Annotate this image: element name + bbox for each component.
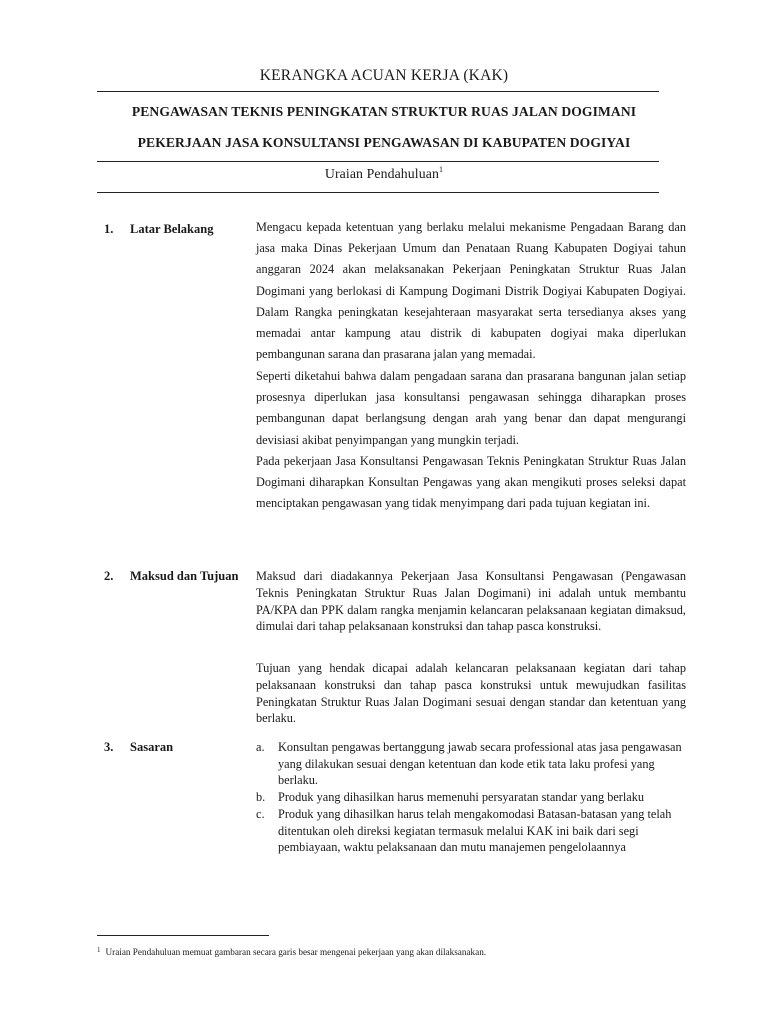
list-marker: b. xyxy=(256,790,266,805)
paragraph: Mengacu kepada ketentuan yang berlaku melalui mekanisme Pengadaan Barang dan jasa maka Dinas Pekerjaan Umum dan Penataan Ruang Kabupaten Dogiyai tahun anggaran 2024 akan melaksanakan Pekerjaan Peningkatan Struktur Ruas Jalan Dogimani yang berlokasi di Kampung Dogimani Distrik Dogiyai Kabupaten Dogiyai. Dalam Rangka peningkatan kesejahteraan masyarakat serta tersedianya akses yang memadai antar kampung atau distrik di kabupaten dogiyai maka diperlukan pembangunan sarana dan prasarana jalan yang memadai. xyxy=(256,220,686,362)
paragraph: Pada pekerjaan Jasa Konsultansi Pengawasan Teknis Peningkatan Struktur Ruas Jalan Dogimani diharapkan Konsultan Pengawas yang akan mengikuti proses seleksi dapat menciptakan pengawasan yang tidak menyimpang dari pada tujuan kegiatan ini. xyxy=(256,454,686,511)
footnote-marker: 1 xyxy=(97,946,101,954)
document-subtitle-2: PEKERJAAN JASA KONSULTANSI PENGAWASAN DI KABUPATEN DOGIYAI xyxy=(137,135,631,150)
document-title: KERANGKA ACUAN KERJA (KAK) xyxy=(259,67,509,84)
paragraph: Maksud dari diadakannya Pekerjaan Jasa Konsultansi Pengawasan (Pengawasan Teknis Peningkatan Struktur Ruas Jalan Dogimani) ini adalah untuk membantu PA/KPA dan PPK dalam rangka menjamin kelancaran pelaksanaan kegiatan dimaksud, dimulai dari tahap pelaksanaan konstruksi dan tahap pasca konstruksi. xyxy=(256,569,686,634)
subtitle-rule xyxy=(97,161,659,162)
section-heading-text: Uraian Pendahuluan xyxy=(324,166,439,181)
section-label: Sasaran xyxy=(130,740,174,754)
paragraph: Seperti diketahui bahwa dalam pengadaan sarana dan prasarana bangunan jalan setiap prosesnya diperlukan jasa konsultansi pengawasan sehingga diharapkan proses pembangunan dapat berlangsung dengan arah yang benar dan dapat mengurangi devisiasi akibat penyimpangan yang mungkin terjadi. xyxy=(256,369,686,447)
section-heading xyxy=(0,165,768,182)
objectives-list xyxy=(256,739,691,856)
list-item-text: Produk yang dihasilkan harus telah mengakomodasi Batasan-batasan yang telah ditentukan oleh direksi kegiatan termasuk melalui KAK ini baik dari segi pembiayaan, waktu pelaksanaan dan mutu manajemen pengelolaannya xyxy=(278,806,672,855)
list-item-text: Konsultan pengawas bertanggung jawab secara professional atas jasa pengawasan yang dilakukan sesuai dengan ketentuan dan kode etik tata laku profesi yang berlaku. xyxy=(278,740,682,788)
footnote-rule xyxy=(97,935,269,936)
section-label: Maksud dan Tujuan xyxy=(130,569,239,583)
list-item xyxy=(256,806,691,856)
footnote-text: Uraian Pendahuluan memuat gambaran secara garis besar mengenai pekerjaan yang akan dilaksanakan. xyxy=(105,947,487,957)
section-number: 3. xyxy=(104,740,114,754)
list-marker: a. xyxy=(256,740,265,754)
section-number: 2. xyxy=(104,569,114,583)
document-subtitle-1: PENGAWASAN TEKNIS PENINGKATAN STRUKTUR RUAS JALAN DOGIMANI xyxy=(131,104,637,119)
paragraph: Tujuan yang hendak dicapai adalah kelancaran pelaksanaan kegiatan dari tahap pelaksanaan konstruksi dan tahap pasca konstruksi untuk mewujudkan fasilitas Peningkatan Struktur Ruas Jalan Dogimani sesuai dengan standar dan ketentuan yang berlaku. xyxy=(256,661,686,726)
list-item xyxy=(256,739,691,789)
section-label: Latar Belakang xyxy=(130,222,214,236)
title-rule xyxy=(97,91,659,92)
heading-rule xyxy=(97,192,659,193)
section-number: 1. xyxy=(104,222,114,236)
section-heading-footnote-ref: 1 xyxy=(438,165,444,174)
list-marker: c. xyxy=(256,806,265,821)
footnote xyxy=(97,946,486,957)
list-item-text: Produk yang dihasilkan harus memenuhi persyaratan standar yang berlaku xyxy=(278,790,645,805)
list-item xyxy=(256,789,691,806)
